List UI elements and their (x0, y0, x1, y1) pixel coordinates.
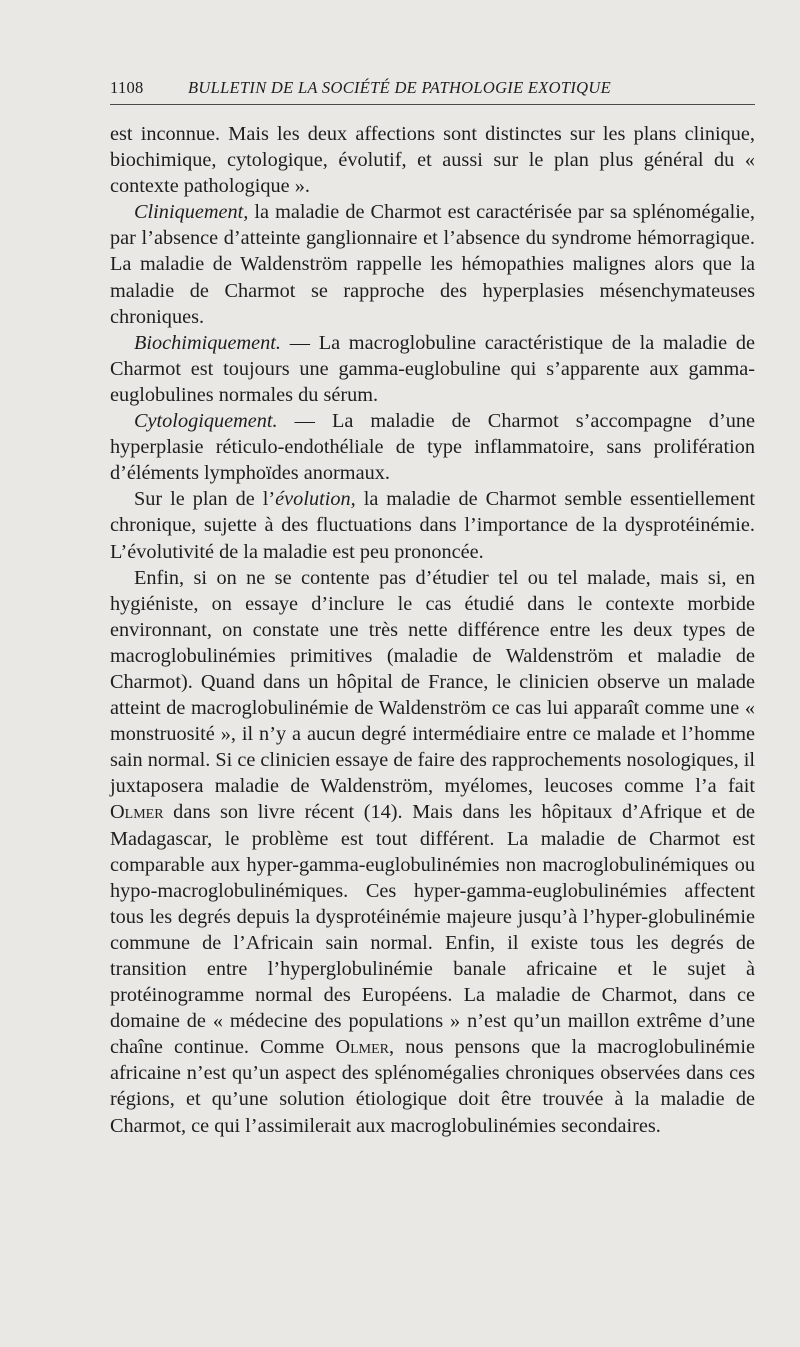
paragraph-text: Enfin, si on ne se contente pas d’étudier tel ou tel malade, mais si, en hygiéniste, on essaye d’inclure le cas étudié dans le contexte morbide environnant, on constate une très nette différence entre les deux types de macroglobulinémies primitives (maladie de Waldenström et maladie de Charmot). Quand dans un hôpital de France, le clinicien observe un malade atteint de macroglobulinémie de Waldenström ce cas lui apparaît comme une « monstruosité », il n’y a aucun degré intermédiaire entre ce malade et l’homme sain normal. Si ce clinicien essaye de faire des rapprochements nosologiques, il juxtaposera maladie de Waldenström, myélomes, leucoses comme l’a fait (110, 566, 755, 798)
paragraph-evolution (110, 486, 755, 564)
paragraph-text: est inconnue. Mais les deux affections sont distinctes sur les plans clinique, biochimique, cytologique, évolutif, et aussi sur le plan plus général du « contexte pathologique ». (110, 123, 755, 198)
author-name-olmer: Olmer (110, 801, 164, 824)
paragraph-emphasis-evolution: évolution, (275, 488, 356, 511)
paragraph-lead-cytological: Cytologiquement. (134, 410, 278, 433)
paragraph-biochemical (110, 330, 755, 408)
paragraph-text: — La maladie de Charmot s’accompagne d’une hyperplasie réticulo-endothéliale de type inflammatoire, sans prolifération d’éléments lymphoïdes anormaux. (110, 410, 755, 485)
author-name-olmer: Olmer, (335, 1036, 395, 1059)
header-rule (110, 104, 755, 105)
paragraph-text: dans son livre récent (14). Mais dans les hôpitaux d’Afrique et de Madagascar, le problème est tout différent. La maladie de Charmot est comparable aux hyper-gamma-euglobulinémies non macroglobulinémiques ou hypo-macroglobulinémiques. Ces hyper-gamma-euglobulinémies affectent tous les degrés depuis la dysprotéinémie majeure jusqu’à l’hyper-globulinémie commune de l’Africain sain normal. Enfin, il existe tous les degrés de transition entre l’hyperglobulinémie banale africaine et le sujet à protéinogramme normal des Européens. La maladie de Charmot, dans ce domaine de « médecine des populations » n’est qu’un maillon extrême d’une chaîne continue. Comme (110, 801, 755, 1059)
page-header (110, 78, 755, 100)
running-title: BULLETIN DE LA SOCIÉTÉ DE PATHOLOGIE EXOTIQUE (188, 78, 611, 97)
paragraph-conclusion (110, 565, 755, 1139)
paragraph-text: — La macroglobuline caractéristique de la maladie de Charmot est toujours une gamma-euglobuline qui s’apparente aux gamma-euglobulines normales du sérum. (110, 331, 755, 406)
paragraph-continuation (110, 121, 755, 199)
paragraph-lead-biochemical: Biochimiquement. (134, 331, 281, 354)
page-number: 1108 (110, 78, 144, 97)
paragraph-cytological (110, 408, 755, 486)
paragraph-clinical (110, 199, 755, 329)
article-body (110, 121, 755, 1139)
paragraph-text: la maladie de Charmot semble essentiellement chronique, sujette à des fluctuations dans l’importance de la dysprotéinémie. L’évolutivité de la maladie est peu prononcée. (110, 488, 755, 563)
paragraph-lead-clinical: Cliniquement, (134, 201, 249, 224)
paragraph-text: nous pensons que la macroglobulinémie africaine n’est qu’un aspect des splénomégalies chroniques observées dans ces régions, et qu’une solution étiologique doit être trouvée à la maladie de Charmot, ce qui l’assimilerait aux macroglobulinémies secondaires. (110, 1036, 755, 1137)
paragraph-text: Sur le plan de l’ (134, 488, 276, 511)
paragraph-text: la maladie de Charmot est caractérisée par sa splénomégalie, par l’absence d’atteinte ganglionnaire et l’absence du syndrome hémorragique. La maladie de Waldenström rappelle les hémopathies malignes alors que la maladie de Charmot se rapproche des hyperplasies mésenchymateuses chroniques. (110, 201, 755, 328)
